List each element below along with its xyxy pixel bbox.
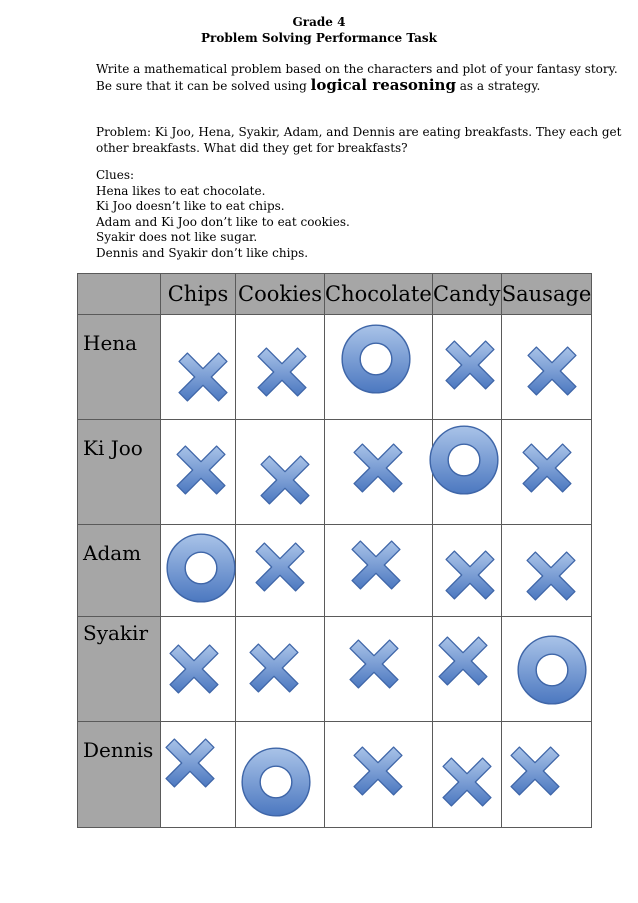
cross-icon bbox=[254, 541, 306, 597]
grid-cell bbox=[432, 315, 501, 420]
row-header: Ki Joo bbox=[78, 420, 161, 525]
grid-cell bbox=[325, 420, 433, 525]
grid-cell bbox=[432, 420, 501, 525]
grid-cell bbox=[161, 420, 236, 525]
row-header: Adam bbox=[78, 525, 161, 617]
circle-icon bbox=[165, 532, 237, 608]
cross-icon bbox=[509, 745, 561, 801]
grid-cell bbox=[432, 525, 501, 617]
row-header: Dennis bbox=[78, 722, 161, 828]
column-header: Candy bbox=[432, 274, 501, 315]
problem-line-2: other breakfasts. What did they get for breakfasts? bbox=[96, 141, 408, 155]
column-header: Chocolate bbox=[325, 274, 433, 315]
grid-row bbox=[78, 315, 592, 420]
row-header: Hena bbox=[78, 315, 161, 420]
circle-icon bbox=[340, 323, 412, 399]
grid-row bbox=[78, 525, 592, 617]
grid-cell bbox=[236, 315, 325, 420]
cross-icon bbox=[352, 442, 404, 498]
grid-row bbox=[78, 722, 592, 828]
instructions-line-2 bbox=[96, 77, 596, 94]
row-header: Syakir bbox=[78, 617, 161, 722]
cross-icon bbox=[444, 549, 496, 605]
cross-icon bbox=[526, 345, 578, 401]
column-header: Chips bbox=[161, 274, 236, 315]
cross-icon bbox=[437, 635, 489, 691]
grid-cell bbox=[501, 525, 592, 617]
grid-cell bbox=[161, 525, 236, 617]
circle-icon bbox=[428, 424, 500, 500]
grid-cell bbox=[501, 420, 592, 525]
grid-cell bbox=[236, 722, 325, 828]
circle-icon bbox=[240, 746, 312, 822]
grid-cell bbox=[161, 617, 236, 722]
cross-icon bbox=[525, 550, 577, 606]
grid-header-row bbox=[78, 274, 592, 315]
grade-heading: Grade 4 bbox=[292, 15, 346, 29]
grid-cell bbox=[501, 617, 592, 722]
cross-icon bbox=[164, 737, 216, 793]
clues-heading: Clues: bbox=[96, 168, 135, 182]
clue-item: Dennis and Syakir don’t like chips. bbox=[96, 245, 309, 260]
cross-icon bbox=[259, 454, 311, 510]
instructions bbox=[96, 61, 618, 94]
cross-icon bbox=[441, 756, 493, 812]
problem-line-1: Problem: Ki Joo, Hena, Syakir, Adam, and Dennis are eating breakfasts. They each get bbox=[96, 125, 622, 139]
cross-icon bbox=[444, 339, 496, 395]
grid-cell bbox=[501, 315, 592, 420]
circle-icon bbox=[516, 634, 588, 710]
grid-row bbox=[78, 617, 592, 722]
column-header: Cookies bbox=[236, 274, 325, 315]
cross-icon bbox=[177, 351, 229, 407]
cross-icon bbox=[256, 346, 308, 402]
grid-cell bbox=[325, 525, 433, 617]
task-title: Problem Solving Performance Task bbox=[201, 31, 437, 45]
grid-cell bbox=[236, 420, 325, 525]
cross-icon bbox=[248, 642, 300, 698]
cross-icon bbox=[168, 643, 220, 699]
problem-statement bbox=[96, 124, 622, 156]
clue-item: Ki Joo doesn’t like to eat chips. bbox=[96, 199, 285, 213]
grid-cell bbox=[161, 722, 236, 828]
grid-cell bbox=[501, 722, 592, 828]
cross-icon bbox=[348, 638, 400, 694]
strategy-emphasis: logical reasoning bbox=[310, 76, 456, 94]
clue-item: Syakir does not like sugar. bbox=[96, 230, 258, 244]
grid-cell bbox=[161, 315, 236, 420]
clues-block bbox=[96, 168, 596, 261]
grid-cell bbox=[325, 315, 433, 420]
cross-icon bbox=[521, 442, 573, 498]
grid-cell bbox=[432, 722, 501, 828]
grid-cell bbox=[325, 722, 433, 828]
grid-cell bbox=[236, 617, 325, 722]
column-header: Sausage bbox=[501, 274, 592, 315]
clue-item: Adam and Ki Joo don’t like to eat cookies. bbox=[96, 214, 350, 229]
grid-cell bbox=[236, 525, 325, 617]
instructions-line-1: Write a mathematical problem based on the characters and plot of your fantasy story. bbox=[96, 62, 618, 76]
cross-icon bbox=[350, 539, 402, 595]
instructions-text-end: as a strategy. bbox=[455, 79, 541, 93]
clue-item: Hena likes to eat chocolate. bbox=[96, 183, 266, 198]
instructions-text: Be sure that it can be solved using bbox=[96, 79, 311, 93]
cross-icon bbox=[352, 745, 404, 801]
cross-icon bbox=[175, 444, 227, 500]
logic-grid bbox=[77, 273, 592, 828]
grid-cell bbox=[325, 617, 433, 722]
grid-cell bbox=[432, 617, 501, 722]
grid-row bbox=[78, 420, 592, 525]
corner-cell bbox=[78, 274, 161, 315]
